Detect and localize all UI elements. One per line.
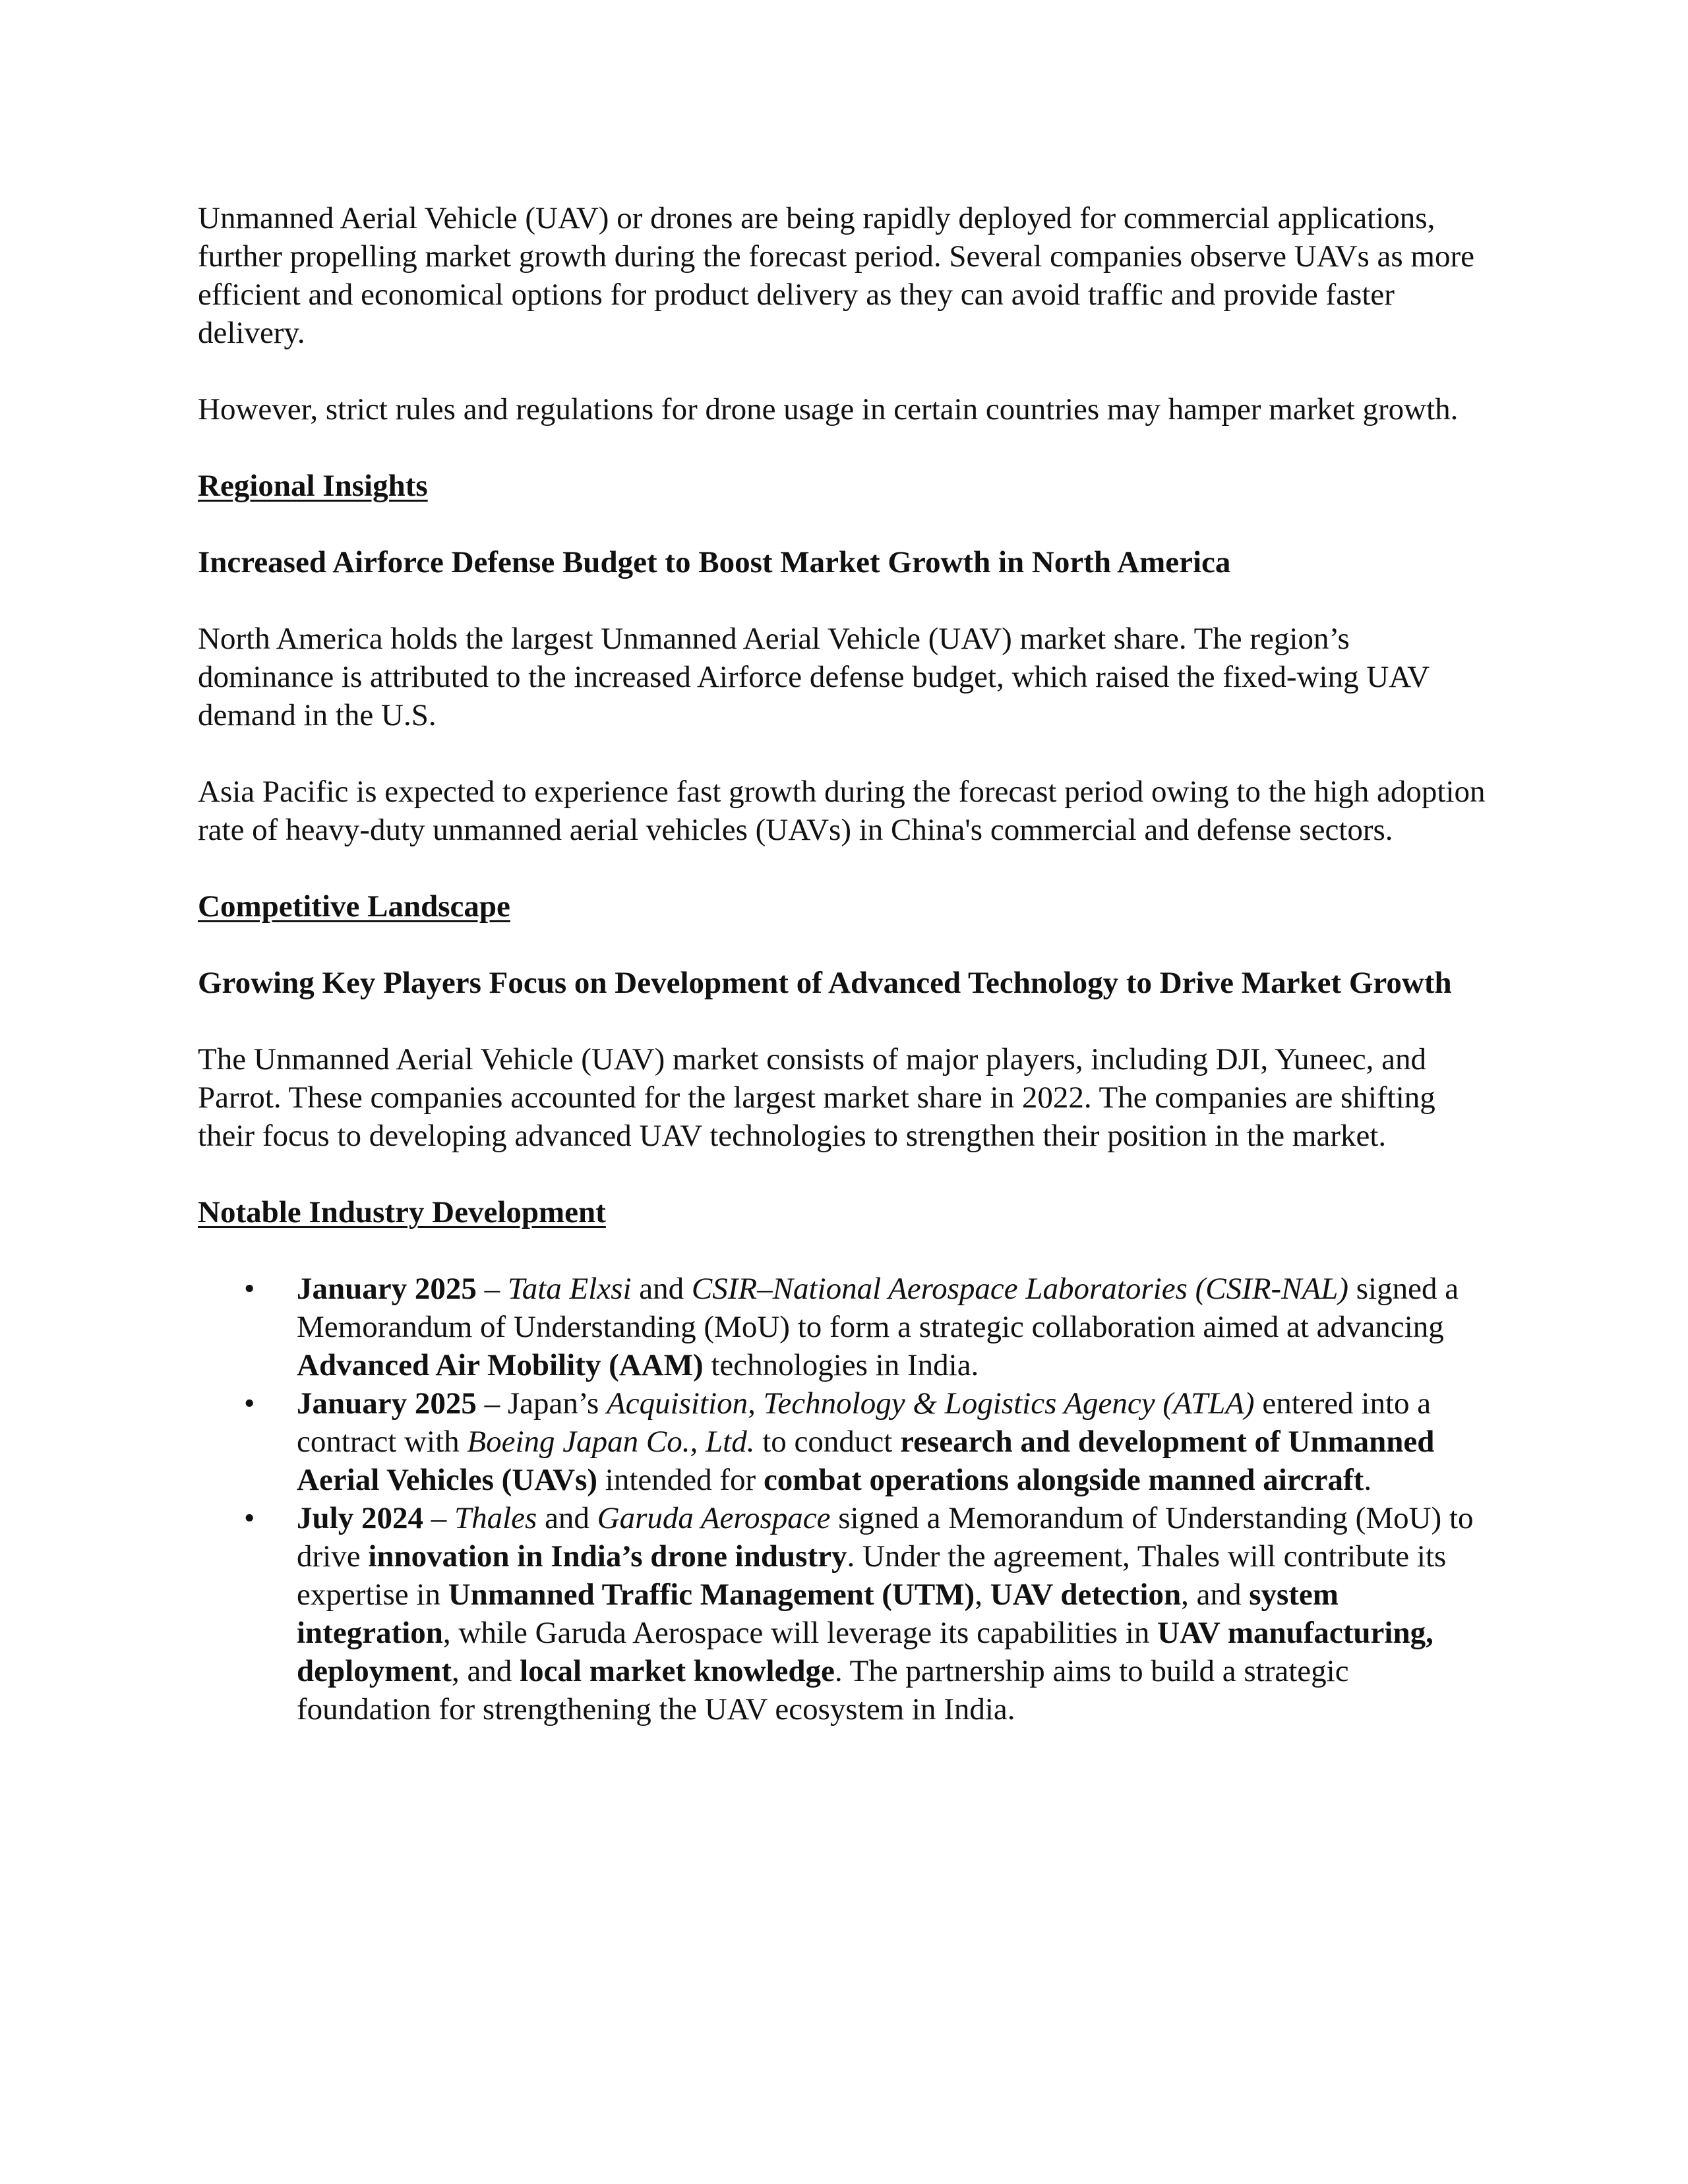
text-segment-normal: , and xyxy=(452,1654,520,1688)
text-segment-normal: . The partnership aims to build a strategic foundation for strengthening the UAV ecosystem in India. xyxy=(297,1654,1349,1727)
text-segment-normal: , xyxy=(975,1578,990,1612)
notable-development-title: Notable Industry Development xyxy=(198,1195,606,1229)
text-segment-bold: Advanced Air Mobility (AAM) xyxy=(297,1348,704,1382)
text-segment-bold: July 2024 xyxy=(297,1501,423,1535)
text-segment-bold: Unmanned Traffic Management (UTM) xyxy=(448,1578,975,1612)
development-item xyxy=(198,1270,1490,1384)
development-item xyxy=(198,1384,1490,1499)
text-segment-bold: UAV manufacturing, deployment xyxy=(297,1616,1433,1688)
text-segment-normal: , while Garuda Aerospace will leverage its capabilities in xyxy=(442,1616,1158,1650)
text-segment-normal: technologies in India. xyxy=(703,1348,979,1382)
competitive-landscape-subheading: Growing Key Players Focus on Development of Advanced Technology to Drive Market Growth xyxy=(198,966,1452,1000)
text-segment-italic: Boeing Japan Co., Ltd. xyxy=(467,1425,755,1459)
competitive-paragraph: The Unmanned Aerial Vehicle (UAV) market consists of major players, including DJI, Yuneec, and Parrot. These companies accounted for the largest market share in 2022. The companies are shifting their focus to developing advanced UAV technologies to strengthen their position in the market. xyxy=(198,1042,1435,1153)
text-segment-italic: CSIR–National Aerospace Laboratories (CSIR-NAL) xyxy=(691,1272,1349,1306)
development-list xyxy=(198,1270,1490,1728)
regional-insights-title: Regional Insights xyxy=(198,469,428,503)
text-segment-italic: Garuda Aerospace xyxy=(597,1501,831,1535)
text-segment-bold: combat operations alongside manned aircraft xyxy=(763,1463,1364,1497)
text-segment-normal: – xyxy=(423,1501,454,1535)
text-segment-normal: , and xyxy=(1181,1578,1250,1612)
text-segment-normal: signed a Memorandum of Understanding (MoU) to drive xyxy=(297,1501,1474,1574)
bullet-icon: • xyxy=(244,1272,255,1306)
bullet-icon: • xyxy=(244,1501,255,1535)
development-item-text xyxy=(297,1386,1434,1497)
text-segment-italic: Acquisition, Technology & Logistics Agency (ATLA) xyxy=(607,1386,1255,1421)
text-segment-normal: . xyxy=(1364,1463,1372,1497)
text-segment-normal: signed a Memorandum of Understanding (MoU) to form a strategic collaboration aimed at advancing xyxy=(297,1272,1459,1344)
text-segment-bold: system integration xyxy=(297,1578,1339,1650)
regional-paragraph-1: North America holds the largest Unmanned Aerial Vehicle (UAV) market share. The region’s dominance is attributed to the increased Airforce defense budget, which raised the fixed-wing UAV demand in the U.S. xyxy=(198,622,1430,732)
text-segment-normal: and xyxy=(631,1272,692,1306)
text-segment-normal: intended for xyxy=(597,1463,764,1497)
text-segment-bold: January 2025 xyxy=(297,1386,477,1421)
intro-paragraph-1: Unmanned Aerial Vehicle (UAV) or drones are being rapidly deployed for commercial applications, further propelling market growth during the forecast period. Several companies observe UAVs as more efficient and economical options for product delivery as they can avoid traffic and provide faster delivery. xyxy=(198,201,1474,350)
bullet-icon: • xyxy=(244,1386,255,1421)
text-segment-normal: to conduct xyxy=(754,1425,901,1459)
text-segment-bold: January 2025 xyxy=(297,1272,477,1306)
text-segment-bold: local market knowledge xyxy=(520,1654,835,1688)
text-segment-italic: Thales xyxy=(454,1501,537,1535)
text-segment-bold: UAV detection xyxy=(990,1578,1182,1612)
development-item-text xyxy=(297,1272,1459,1382)
text-segment-normal: entered into a contract with xyxy=(297,1386,1432,1459)
text-segment-normal: and xyxy=(537,1501,597,1535)
text-segment-normal: . Under the agreement, Thales will contribute its expertise in xyxy=(297,1539,1447,1612)
development-item-text xyxy=(297,1501,1474,1727)
text-segment-normal: – xyxy=(476,1272,508,1306)
regional-paragraph-2: Asia Pacific is expected to experience fast growth during the forecast period owing to the high adoption rate of heavy-duty unmanned aerial vehicles (UAVs) in China's commercial and defense sectors. xyxy=(198,775,1486,847)
text-segment-bold: innovation in India’s drone industry xyxy=(368,1539,847,1574)
regional-insights-subheading: Increased Airforce Defense Budget to Boost Market Growth in North America xyxy=(198,545,1231,579)
competitive-landscape-title: Competitive Landscape xyxy=(198,889,510,924)
intro-paragraph-2: However, strict rules and regulations for drone usage in certain countries may hamper market growth. xyxy=(198,392,1459,427)
text-segment-normal: – Japan’s xyxy=(476,1386,607,1421)
text-segment-italic: Tata Elxsi xyxy=(507,1272,632,1306)
text-segment-bold: research and development of Unmanned Aerial Vehicles (UAVs) xyxy=(297,1425,1435,1497)
document-page xyxy=(198,199,1490,1728)
development-item xyxy=(198,1499,1490,1728)
